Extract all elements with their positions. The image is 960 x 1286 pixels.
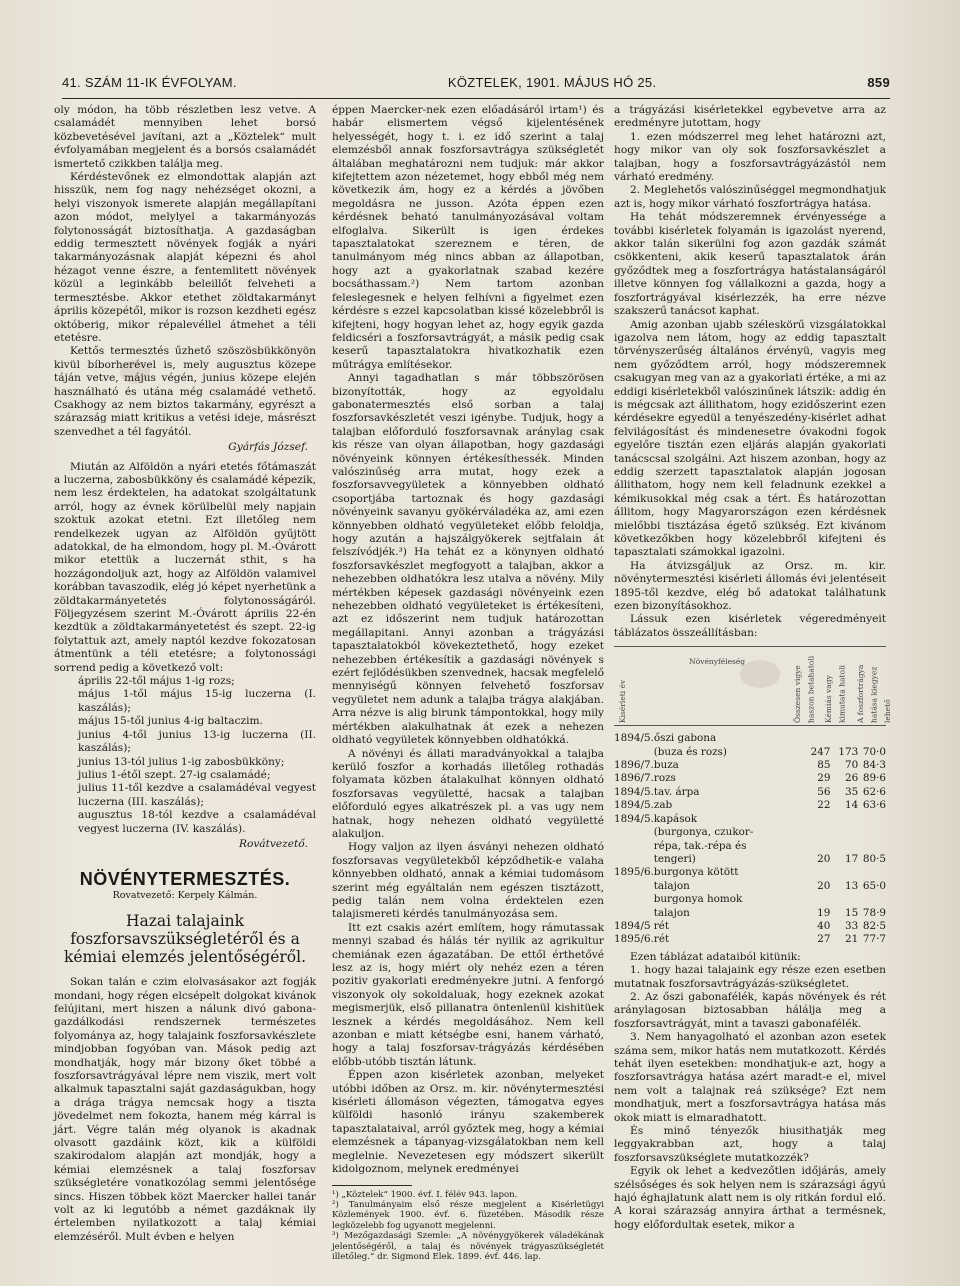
paragraph: Éppen azon kisérletek azonban, melyeket utóbbi időben az Orsz. m. kir. növénytermesztési kisérleti állomáson végezten, támogatva egyes külföldi hasonló irányu szakemberek tapasztalataival, arról győztek meg, hogy a kémiai elemzésnek a tápanyag-vizsgálatokban nem kell meglelnie. Nevezetesen egy módszert sikerült kidolgoznom, melynek eredményei — [332, 1069, 604, 1176]
table-row — [614, 866, 886, 879]
table-row — [614, 853, 886, 866]
table-cell-b: 33 — [844, 919, 859, 932]
results-table — [614, 646, 892, 947]
table-row — [614, 880, 886, 893]
table-cell-crop: tav. árpa — [653, 785, 700, 798]
paragraph: Ezen táblázat adataiból kitünik: — [630, 950, 801, 963]
table-row — [614, 907, 886, 920]
table-cell-crop: répa, tak.-répa és — [653, 839, 747, 852]
table-cell-b: 70 — [845, 759, 859, 772]
table-cell-crop: (buza és rozs) — [653, 745, 727, 758]
section-editor: Rovatvezető: Kerpely Kálmán. — [112, 889, 258, 901]
paragraph: Kérdéstevőnek ez elmondottak alapján azt hisszük, nem fog nagy nehézséget okozni, a helyi viszonyok ismerete alapján megállapítani azon módot, melylyel a takarmányozás folytonosságát biztosíthatja. A gazdaságban eddig termesztett növények fogják a nyári takarmányozásnak alapját képezni és ahol hézagot venne észre, a fentemlitett növények közül a leginkább beleillőt felveheti a termesztésbe. Akkor etethet zöldtakarmányt április közepétől, mikor is rozson kezdheti egész októberig, mikor répalevéllel átmehet a téli etetésre. — [54, 171, 316, 344]
table-cell-a: 20 — [817, 879, 831, 892]
table-cell-year: 1896/7. — [614, 759, 654, 772]
table-cell-b — [830, 813, 858, 826]
table-cell-c: 84·3 — [862, 759, 887, 772]
table-cell-b — [830, 826, 858, 839]
paragraph: Sokan talán e czim elolvasásakor azt fogják mondani, hogy régen elcsépelt dolgokat kivánok felújitani, mert hiszen a nálunk divó gabona-gazdálkodási rendszernek természetes folyománya az, hogy talajaink foszforsavkészlete mindjobban fogyóban van. Mások pedig azt mondhatják, hogy már bizony őket többé a foszforsavtrágyával lépre nem viszik, mert volt alkalmuk tapasztalni saját gazdaságukban, hogy a drága trágya nemcsak hogy a tiszta jövedelmet nem fokozta, hanem még kárral is járt. Végre talán még olyanok is akadnak olvasott gazdáink közt, kik a külföldi szakirodalom alapján azt mondják, hogy a kémiai elemzésnek a talaj foszforsav szükségletére vonatkozólag semmi jelentősége sincs. Hiszen többek közt Maercker hallei tanár volt az ki legutóbb a német gazdáknak ily értelemben nyilatkozott a talaj kémiai elemzéséről. Mult évben e helyen — [54, 976, 316, 1243]
table-cell-year — [614, 907, 654, 920]
table-cell-c: 62·6 — [862, 785, 887, 798]
paragraph: És minő tényezők hiusithatják meg leggyakrabban azt, hogy a talaj foszforsavszükséglete mutatkozzék? — [614, 1125, 886, 1164]
table-cell-a — [803, 732, 831, 745]
column-3 — [614, 104, 892, 1232]
column-2 — [332, 104, 604, 1262]
column-header: Kisérleti év — [618, 680, 627, 724]
footnote: ³) Mezőgazdasági Szemle: „A növénygyökerek váladékának jelentőségéről, a talaj és növények trágyaszükségletét illetőleg.“ dr. Sigmond Elek. 1899. évf. 446. lap. — [332, 1231, 604, 1262]
table-cell-a: 56 — [817, 785, 831, 798]
paragraph: oly módon, ha több részletben lesz vetve. A csalamádét mennyiben lehet borsó közbevetésével javítani, azt a „Köztelek“ mult évfolyamában megjelent és a borsós csalamádét ismertető czikkben találja meg. — [54, 104, 316, 170]
column-header: A foszfortrágya hatása kiegyez lehető — [856, 664, 892, 724]
table-cell-b: 13 — [844, 879, 859, 892]
section-heading: NÖVÉNYTERMESZTÉS. — [79, 869, 291, 890]
table-cell-a: 85 — [817, 759, 831, 772]
table-body — [614, 732, 886, 947]
table-cell-b: 173 — [838, 745, 859, 758]
table-cell-year: 1894/5. — [614, 812, 654, 825]
table-cell-a: 27 — [817, 933, 831, 946]
table-row — [614, 732, 886, 745]
table-row — [614, 772, 886, 785]
table-cell-c — [858, 840, 886, 853]
list-item: julius 11-től kezdve a csalamádéval vegyest luczerna (III. kaszálás); — [78, 782, 316, 808]
paragraph: 1. ezen módszerrel meg lehet határozni azt, hogy mikor van oly sok foszforsavkészlet a talajban, hogy a foszforsavtrágyázástól nem várható eredmény. — [614, 130, 886, 184]
table-row — [614, 933, 886, 946]
footnotes — [332, 1190, 604, 1263]
table-cell-a: 29 — [817, 772, 831, 785]
table-cell-year: 1896/7. — [614, 772, 654, 785]
table-cell-crop: buza — [653, 759, 679, 772]
article-title: Hazai talajaink foszforsavszükségletéről és a kémiai elemzés jelentőségéről. — [63, 912, 307, 967]
table-cell-a: 19 — [817, 906, 831, 919]
table-cell-crop: rozs — [653, 772, 676, 785]
paragraph: Annyi tagadhatlan s már többszörösen bizonyították, hogy az egyoldalu gabonatermesztés első sorban a talaj foszforsavkészletét veszi igénybe. Tudjuk, hogy a talajban előforduló foszforsavnak aránylag csak kis része van olyan állapotban, hogy gazdasági növényeink könnyen értékesíthessék. Minden valószinűség arra mutat, hogy ezek a foszforsavvegyületek a könnyebben oldható csoportjába tartoznak és hogy gazdasági növényeink savanyu gyökérváladéka az, ami ezen könnyebben oldható vegyületeket előbb feloldja, hogy azután a hajszálgyökerek sejtfalain át felszívódjék.³) Ha tehát ez a könynyen oldható foszforsavkészlet megfogyott a talajban, akkor a nehezebben oldhatókra lesz utalva a növény. Mily mértékben képesek gazdasági növényeink ezen nehezebben oldható vegyületeket is értékesíteni, azt ez időszerint nem tudjuk határozottan megállapitani. Annyi azonban a trágyázási tapasztalatokból kövekeztethető, hogy ezeket nehezebben értékesítik a gazdasági növények s ezért fejlődésükben szenvednek, hacsak megfelelő mennyiségű könnyen felvehető foszforsav vegyületet nem adunk a talajba trágya alakjában. Arra nézve is alig birunk támpontokkal, hogy mily mértékben alakulhatnak át ezek a nehezen oldható vegyületek könnyebben oldhatókká. — [332, 372, 604, 747]
table-cell-a — [803, 866, 831, 879]
list-item: junius 4-től junius 13-ig luczerna (II. kaszálás); — [78, 728, 316, 755]
editor-signature: Rovátvezető. — [238, 837, 308, 850]
paragraph: Hogy valjon az ilyen ásványi nehezen oldható foszforsavas vegyületekből képződhetik-e valaha könnyebben oldható, annak a kémiai tudomásom szerint még egyáltalán nem egészen tisztázott, pedig talán nem volna érdektelen ezen talajismereti kérdés tanulmányozása sem. — [332, 841, 604, 921]
table-cell-c: 70·0 — [862, 745, 886, 758]
table-cell-c — [858, 732, 886, 745]
feeding-schedule-list — [54, 675, 316, 836]
table-cell-c: 65·0 — [862, 879, 886, 892]
paragraph: Kettős termesztés űzhető szöszösbükkönyön kivül bíborherével is, mely augusztus közepe táján vetve, május végén, junius közepe elején használható és utána még csalamádé vethető. Csakhogy az nem biztos takarmány, egyrészt a szárazság miatt kritikus a vetési ideje, másrészt szenvedhet a tél fagyától. — [54, 345, 316, 438]
issue-label: 41. SZÁM 11-IK ÉVFOLYAM. — [62, 74, 237, 90]
table-cell-c: 80·5 — [862, 852, 886, 865]
paragraph: Ha tehát módszeremnek érvényessége a további kisérletek folyamán is igazolást nyerend, akkor talán sikerülni fog azon gazdák számát csökkenteni, akik keserű tapasztalatok árán győződtek meg a foszfortrágya hatástalanságáról illetve könnyen fog vállalkozni a gazda, hogy a foszfortrágyával kisérlezzék, ha erre nézve szakszerű tanácsot kaphat. — [614, 211, 886, 318]
paragraph: Miután az Alföldön a nyári etetés főtámaszát a luczerna, zabosbükköny és csalamádé képezik, nem lesz érdektelen, ha adatokat szolgáltatunk arról, hogy az évnek körülbelül mely napjain szoktuk azokat etetni. Ezt illetőleg nem rendelkezek ugyan az Alföldön gyűjtött adatokkal, de ha elmondom, hogy pl. M.-Óvárott mikor etettük a luczernát sthit, s ha hozzágondoljuk azt, hogy az Alföldön valamivel korábban tavaszodik, elég jó képet nyerhetünk a zöldtakarmányetetés folytonosságáról. Följegyzésem szerint M.-Óvárott április 22-én kezdtük a zöldtakarmányetetést és szept. 22-ig folytattuk azt, amely naptól kezdve fokozatosan átmentünk a téli etetésre; a folytonossági sorrend pedig a következő volt: — [54, 460, 316, 674]
footnote: ¹) „Köztelek“ 1900. évf. I. félév 943. lapon. — [332, 1189, 518, 1200]
column-header: Kémiás vagy kimutata hatoli — [824, 665, 847, 724]
paragraph: A növényi és állati maradványokkal a talajba kerülő foszfor a korhadás illetőleg rothadás folyamata közben átalakulhat könnyen oldható foszforsavas vegyületté, hacsak a talajban előforduló egyes alkatrészek pl. a vas ugy nem hatnak, hogy nehezen oldható vegyületté alakuljon. — [332, 747, 604, 840]
paragraph: Ha átvizsgáljuk az Orsz. m. kir. növénytermesztési kisérleti állomás évi jelentéseit 1895-től kezdve, elég bő adatokat találhatunk ezen bizonyításokhoz. — [614, 559, 886, 613]
paragraph: Itt ezt csakis azért említem, hogy rámutassak mennyi szabad és hálás tér nyilik az agrikultur chemiának ezen ágazatában. De ettől érthetővé lesz az is, hogy miért oly nehéz ezen a téren pozitiv gyakorlati eredményekre jutni. A fenforgó viszonyok oly sokoldaluak, hogy ezeknek azokat megismerjük, első pillanatra öntenlenül kishitüek lesznek a kérdés megoldásához. Nem kell azonban e miatt kétségbe esni, hanem várható, hogy a talaj foszforsav-trágyázás kérdésében előbb-utóbb tisztán látunk. — [332, 921, 604, 1068]
list-item: április 22-től május 1-ig rozs; — [78, 675, 235, 688]
paragraph: 2. Az őszi gabonafélék, kapás növények és rét aránylagosan biztosabban hálálja meg a foszforsavtrágyát, mint a tavaszi gabonafélék. — [614, 990, 886, 1030]
table-cell-year: 1894/5 — [614, 919, 651, 932]
table-cell-b: 17 — [844, 852, 859, 865]
author-signature: Gyárfás József. — [228, 441, 308, 454]
table-row — [614, 840, 886, 853]
table-cell-a: 247 — [810, 745, 831, 758]
table-cell-c — [858, 813, 886, 826]
table-cell-b: 26 — [845, 772, 859, 785]
list-item: julius 1-étől szept. 27-ig csalamádé; — [78, 768, 271, 781]
table-cell-b — [830, 866, 858, 879]
table-cell-year — [614, 880, 654, 893]
table-cell-year: 1894/5. — [614, 799, 654, 812]
paragraph: a trágyázási kisérletekkel egybevetve arra az eredményre jutottam, hogy — [614, 104, 886, 130]
paragraph: Egyik ok lehet a kedvezőtlen időjárás, amely szélsőséges és sok helyen nem is szárazsági ágyú hajó éghajlatunk alatt nem is oly ritkán fordul elő. A korai szárazság annyira árthat a termésnek, hogy előfordultak esetek, mikor a — [614, 1165, 886, 1231]
table-cell-a: 40 — [817, 919, 831, 932]
column-header: Növényféleség — [689, 657, 746, 667]
table-row — [614, 813, 886, 826]
table-cell-c: 78·9 — [862, 906, 886, 919]
table-row — [614, 826, 886, 839]
table-cell-b: 14 — [845, 799, 859, 812]
table-cell-year — [614, 840, 654, 853]
table-row — [614, 920, 886, 933]
table-cell-year — [614, 853, 654, 866]
paragraph: 1. hogy hazai talajaink egy része ezen esetben mutatnak foszforsavtrágyázás-szükségletet. — [614, 964, 886, 990]
table-cell-a — [803, 826, 831, 839]
page-header — [62, 70, 890, 99]
table-cell-year — [614, 826, 654, 839]
table-cell-year: 1895/6. — [614, 933, 654, 946]
table-cell-c: 77·7 — [862, 933, 887, 946]
table-row — [614, 759, 886, 772]
table-header — [614, 646, 892, 726]
table-cell-a: 22 — [817, 799, 831, 812]
paragraph: Lássuk ezen kisérletek végeredményeit táblázatos összeállításban: — [614, 613, 886, 639]
table-cell-year: 1894/5. — [614, 732, 654, 745]
page-number: 859 — [867, 74, 890, 90]
table-cell-b: 15 — [844, 906, 859, 919]
table-cell-crop: (burgonya, czukor- — [653, 826, 754, 839]
table-cell-year — [614, 746, 654, 759]
table-cell-crop: zab — [653, 799, 673, 812]
table-cell-b — [830, 840, 858, 853]
table-cell-year — [614, 893, 654, 906]
paper-date-label: KÖZTELEK, 1901. MÁJUS HÓ 25. — [447, 74, 657, 90]
table-cell-crop: rét — [653, 933, 670, 946]
paragraph: Amig azonban ujabb széleskörű vizsgálatokkal igazolva nem látom, hogy az eddig tapasztalt törvényszerűség általános érvényü, vagyis meg nem győződtem arról, hogy módszeremnek csakugyan meg van az a gyakorlati értéke, a mi az eddigi kisérletekből valószinűnek látszik: addig én is mégcsak azt állithatom, hogy ezidőszerint ezen kérdésekre egyedül a tenyészedény-kisérlet adhat felvilágosítást és mindenesetre óvakodni fogok egyelőre tisztán ezen eljárás alapján gyakorlati tanácscsal szolgálni. Azt hiszem azonban, hogy az eddig szerzett tapasztalatok alapján jogosan állithatom, hogy nem kell feladnunk ezekkel a kémikusokkal még csak a tért. És határozottan állitom, hogy Magyarországon ezen kérdésnek mielőbbi tisztázása égető szükség. Ezt kivánom következőkben hogy közelebbről kifejteni és tapasztalati számokkal igazolni. — [614, 318, 886, 559]
table-cell-a — [803, 840, 831, 853]
list-item: augusztus 18-tól kezdve a csalamádéval vegyest luczerna (IV. kaszálás). — [78, 809, 316, 835]
table-cell-crop: kapások — [653, 812, 698, 825]
table-cell-crop: talajon — [653, 906, 690, 919]
table-cell-year: 1895/6. — [614, 866, 654, 879]
paragraph: éppen Maercker-nek ezen előadásáról irtam¹) és habár elismertem végső kijelentésének helyességét, hogy t. i. ez idő szerint a talaj elemzésből annak foszforsavtrágya szükségletét általában meghatározni nem tudjuk: már akkor kifejtettem azon nézetemet, hogy ebből még nem következik ám, hogy ez a kérdés a jövőben megoldásra ne jusson. Azóta éppen ezen kérdésnek beható tanulmányozásával voltam elfoglalva. Sikerült is igen érdekes tapasztalatokat szereznem e téren, de tanulmányom még nincs abban az állapotban, hogy azt a gyakorlatnak szabad kezére bocsáthassam.²) Nem tartom azonban feleslegesnek e helyen felhívni a figyelmet ezen kérdésre s ezzel kapcsolatban kissé közelebbről is kifejteni, hogy hogyan lehet az, hogy egyik gazda feldicséri a foszforsavtrágyát, a másik pedig csak keserű tapasztalatokra hivatkozhatik ezen műtrágya említésekor. — [332, 104, 604, 371]
table-cell-c: 63·6 — [862, 799, 887, 812]
list-item: junius 13-tól julius 1-ig zabosbükköny; — [78, 755, 285, 768]
table-row — [614, 799, 886, 812]
table-cell-b: 35 — [845, 785, 859, 798]
list-item: május 15-től junius 4-ig baltaczim. — [78, 715, 263, 728]
table-cell-crop: őszi gabona — [653, 732, 717, 745]
column-1 — [54, 104, 316, 1244]
table-row — [614, 746, 886, 759]
table-cell-a — [803, 893, 831, 906]
footnote-divider — [332, 1185, 412, 1186]
column-header: Összesen vigye haszon betahatoli — [792, 656, 815, 724]
table-cell-b — [830, 732, 858, 745]
paragraph: 3. Nem hanyagolható el azonban azon esetek száma sem, mikor hatás nem mutatkozott. Kérdés tehát ilyen esetekben: mondhatjuk-e azt, hogy a foszforsavtrágya hatása azért maradt-e el, mivel nem volt a talajnak reá szüksége? Ezt nem mondhatjuk, mert a foszforsavtrágya hatása más okok miatt is elmaradhatott. — [614, 1031, 886, 1124]
table-row — [614, 786, 886, 799]
paragraph: 2. Meglehetős valószinűséggel megmondhatjuk azt is, hogy mikor várható foszfortrágya hatása. — [614, 184, 886, 210]
table-cell-a — [803, 813, 831, 826]
table-cell-crop: talajon — [653, 879, 690, 892]
table-cell-b — [830, 893, 858, 906]
table-cell-crop: rét — [653, 919, 669, 932]
table-cell-c — [858, 866, 886, 879]
table-cell-c: 89·6 — [862, 772, 887, 785]
table-cell-crop: burgonya kötött — [653, 866, 739, 879]
list-item: május 1-től május 15-ig luczerna (I. kaszálás); — [78, 688, 316, 714]
table-cell-c — [858, 893, 886, 906]
table-cell-year: 1894/5. — [614, 785, 654, 798]
table-cell-b: 21 — [845, 933, 859, 946]
table-cell-crop: burgonya homok — [653, 893, 743, 906]
table-cell-crop: tengeri) — [653, 852, 696, 865]
table-cell-c: 82·5 — [862, 919, 886, 932]
table-cell-c — [858, 826, 886, 839]
footnote: ²) Tanulmányaim első része megjelent a Kisérletügyi Közlemények 1900. évf. 6. füzetében. Második része legközelebb fog ugyanott megjelenni. — [332, 1199, 604, 1231]
table-cell-a: 20 — [817, 852, 831, 865]
table-row — [614, 893, 886, 906]
